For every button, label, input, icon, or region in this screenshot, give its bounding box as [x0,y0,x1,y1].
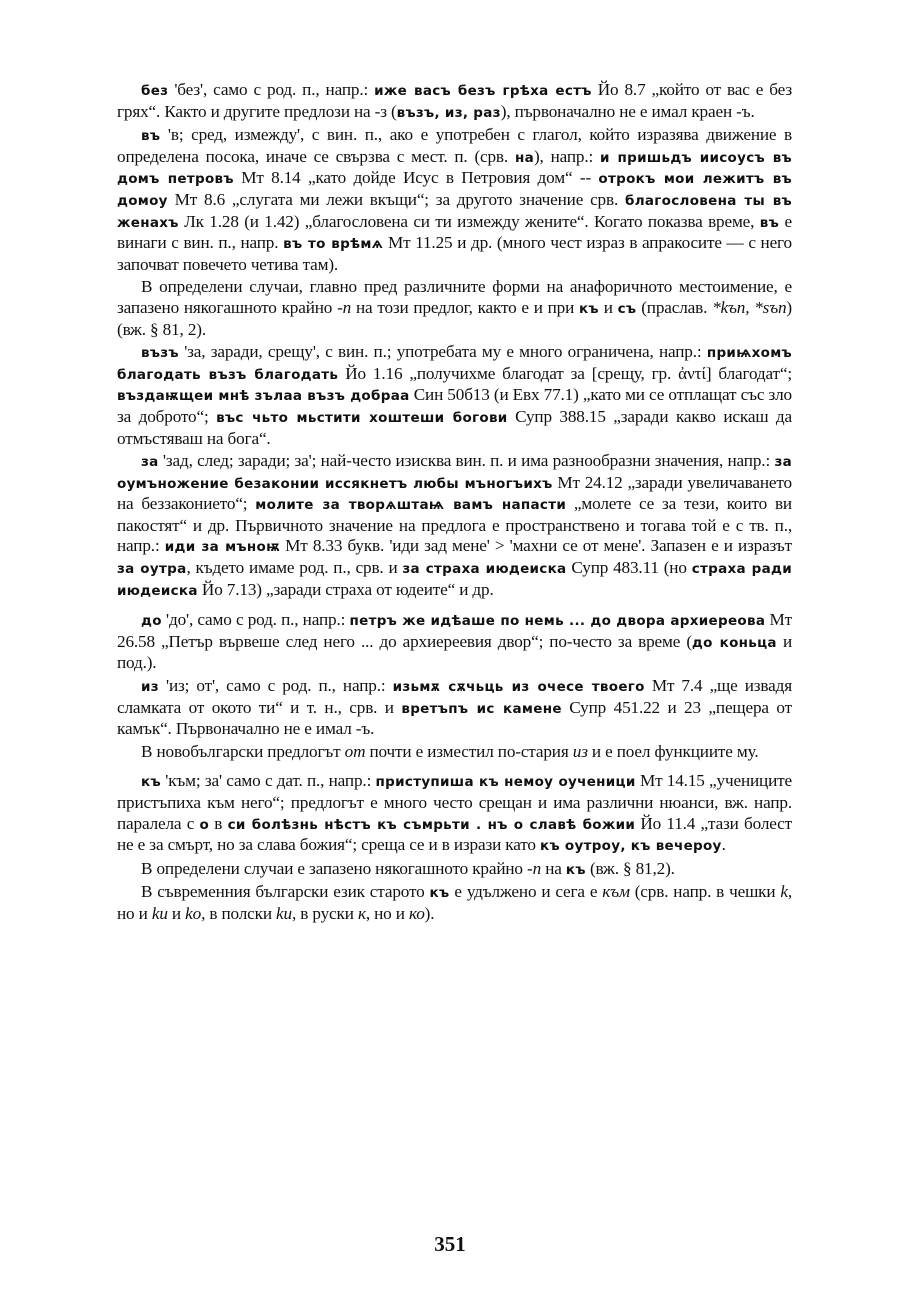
text-run: 'без', само с род. п., напр.: [168,80,375,99]
text-run: е винаги с вин. п., напр. [117,211,792,253]
paragraph [117,451,792,601]
paragraph [117,125,792,275]
old-slavonic-text: въздаѭщеи мнѣ зълаа възъ добраа [117,388,410,405]
text-run: Мт 8.6 „слугата ми лежи вкъщи“; за другото значение срв. [167,189,625,209]
old-slavonic-text: въ [759,214,780,231]
old-slavonic-text: за [141,454,159,471]
text-run: Йо 8.7 „който от вас е без грях“. Както и другите предлози на -з ( [117,80,792,121]
text-run: в [209,813,228,833]
paragraph [117,676,792,740]
italic-text: к [357,903,366,923]
old-slavonic-text: къ [429,885,450,902]
old-slavonic-text: благословена ты въ женахъ [117,192,792,231]
old-slavonic-text: из [141,679,159,696]
text-run: Йо 1.16 „получихме благодат за [срещу, гр. ἀντί] благодат“; [338,363,792,383]
old-slavonic-text: отрокъ мои лежитъ въ домоу [117,171,792,209]
text-run: е удължено и сега е [449,882,603,902]
text-run: 'за, заради, срещу', с вин. п.; употребата му е много ограничена, напр.: [178,342,707,362]
italic-text: към [602,882,630,902]
text-run: на [541,858,566,878]
paragraph [117,610,792,674]
old-slavonic-text: на [514,149,534,166]
old-slavonic-text: иже васъ безъ грѣха естъ [374,83,592,99]
text-run: Супр 388.15 „заради какво искаш да отмъстяваш на бога“. [117,406,793,448]
old-slavonic-text: за оутра [117,561,187,578]
text-run: и [167,903,186,923]
italic-text: от [344,741,366,761]
text-run: 'зад, след; заради; за'; най-често изисква вин. п. и има разнообразни значения, напр.: [158,451,775,471]
text-run: В определени случаи е запазено някогашното крайно [141,858,528,878]
text-run: Мт 14.15 „учениците пристъпиха към него“; предлогът е много често срещан и има различни нюанси, вж. напр. паралела с [117,771,792,833]
paragraph [117,80,792,123]
text-run: В новобългарски предлогът [141,741,345,761]
old-slavonic-text: къ [141,774,161,791]
text-run: ) (вж. § 81, 2). [117,297,792,339]
text-run: „молете се за тези, които ви пакостят“ и др. Първичното значение на предлога е пространствено и тогава той е с тв. п., напр.: [117,494,792,556]
text-run: Мт 8.33 букв. 'иди зад мене' > 'махни се от мене'. Запазен е и изразът [279,536,792,556]
old-slavonic-text: възъ, из, раз [396,104,501,121]
text-run: и е поел функциите му. [587,741,759,761]
italic-text: ku [151,903,168,923]
old-slavonic-text: до коньца [691,634,777,651]
old-slavonic-text: за страха июдеиска [402,561,567,578]
text-run: Син 50б13 (и Евх 77.1) „като ми се отплащат със зло за доброто“; [117,385,793,426]
old-slavonic-text: възъ [141,345,179,362]
old-slavonic-text: о [199,816,210,833]
old-slavonic-text: вретъпъ ис камене [401,700,562,717]
old-slavonic-text: страха ради июдеиска [117,561,792,599]
text-run: Мт 7.4 „ще извадя сламката от окото ти“ и т. н., срв. и [117,676,792,717]
text-run: Мт 8.14 „като дойде Исус в Петровия дом“ -- [233,168,599,188]
text-run: , в полски [201,903,277,923]
text-run: В определени случаи, главно пред различните форми на анафоричното местоимение, е запазено някогашното крайно [117,277,792,317]
paragraph [117,742,792,763]
text-run: и [598,297,618,317]
text-run: Супр 483.11 (но [566,558,692,578]
old-slavonic-text: молите за творѧштаѩ вамъ напасти [255,497,567,514]
italic-text: ko [185,903,202,923]
old-slavonic-text: до [141,613,162,630]
text-run: , в руски [291,903,358,923]
text-run: 'до', само с род. п., напр.: [161,610,350,630]
paragraph [117,859,792,881]
text-run: Йо 7.13) „заради страха от юдеите“ и др. [197,579,494,599]
text-run: Йо 11.4 „тази болест не е за смърт, но за слава божия“; среща се и в изрази като [117,813,792,855]
old-slavonic-text: приступиша къ немоу оученици [375,774,636,791]
text-run: ), първоначално не е имал краен -ъ. [500,101,755,121]
old-slavonic-text: без [141,83,169,99]
italic-text: из [572,741,588,761]
paragraph [117,882,792,924]
text-run: , но и [117,882,792,923]
italic-text: ku [276,903,292,923]
text-run: 'към; за' само с дат. п., напр.: [160,771,376,791]
old-slavonic-text: си болѣзнь нѣстъ къ съмрьти . нъ о славѣ божии [227,816,636,833]
text-run: 'из; от', само с род. п., напр.: [158,676,393,696]
old-slavonic-text: иди за мъноѭ [164,539,280,556]
old-slavonic-text: и пришьдъ иисоусъ въ домъ петровъ [117,149,792,188]
text-run: и под.). [117,631,792,673]
old-slavonic-text: приѩхомъ благодать възъ благодать [117,345,792,383]
text-run: , но и [365,903,409,923]
text-run: (срв. напр. в чешки [629,882,781,902]
old-slavonic-text: къ оутроу, къ вечероу [540,838,722,855]
text-run: ), напр.: [533,146,601,166]
text-run: 'в; сред, измежду', с вин. п., ако е употребен с глагол, който изразява движение в определена посока, иначе се свързва с мест. п. (срв. [117,125,792,166]
old-slavonic-text: къ [565,861,586,878]
text-run: почти е изместил по-стария [365,741,573,761]
paragraph [117,277,792,340]
italic-text: k [780,882,788,902]
text-run: Мт 26.58 „Петър вървеше след него ... до архиерeевия двор“; по-често за време ( [117,610,792,651]
italic-text: ко [408,903,425,923]
page-body [117,80,792,927]
italic-text: -n [527,858,542,878]
italic-text: -n [337,297,352,317]
text-run: Мт 11.25 и др. (много чест израз в апракосите — с него започват повечето четива там). [117,233,792,274]
old-slavonic-text: за оумъножение безаконии иссякнетъ любы мъногъихъ [117,454,792,492]
text-run: , където имаме род. п., срв. и [186,558,403,578]
old-slavonic-text: петръ же идѣаше по немь ... до двора архиереова [349,613,766,630]
italic-text: *kъn, *sъn [712,297,787,317]
text-run: . [721,835,726,855]
page-number: 351 [434,1232,466,1256]
text-run: Мт 24.12 „заради увеличаването на беззаконието“; [117,472,792,514]
old-slavonic-text: къ [578,300,599,317]
text-run: В съвременния български език старото [141,882,430,902]
text-run: (праслав. [636,297,713,317]
text-run: Супр 451.22 и 23 „пещера от камък“. Първоначално не е имал -ъ. [117,697,792,739]
text-run: Лк 1.28 (и 1.42) „благословена си ти измежду жените“. Когато показва време, [178,211,760,231]
text-run: на този предлог, както е и при [351,297,579,317]
old-slavonic-text: въ [141,128,161,145]
text-run: (вж. § 81,2). [585,858,675,878]
old-slavonic-text: съ [617,300,637,317]
text-run: ). [424,903,435,923]
paragraph [117,771,792,856]
old-slavonic-text: изьмѫ сѫчьць из очесе твоего [392,679,645,696]
old-slavonic-text: въс чьто мьстити хоштеши богови [216,409,508,426]
paragraph [117,342,792,449]
old-slavonic-text: въ то врѣмѧ [283,236,384,253]
